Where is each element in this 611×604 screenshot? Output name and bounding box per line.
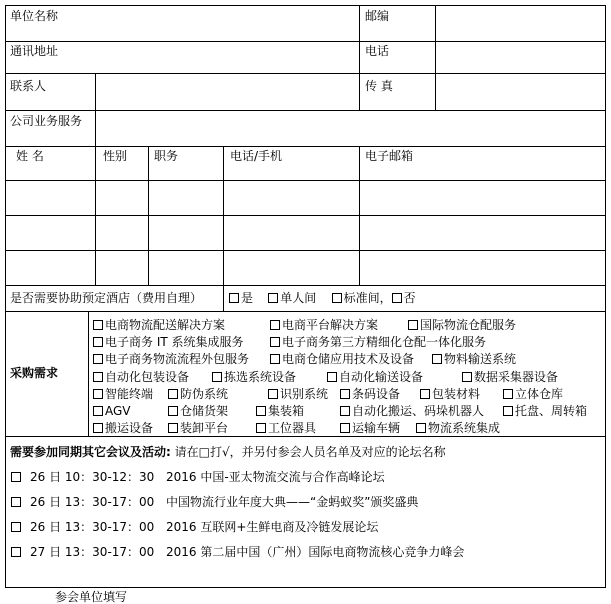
purchase-option-label: 搬运设备 (105, 421, 154, 436)
col-gender-header: 性别 (103, 149, 128, 163)
purchase-option[interactable] (168, 421, 228, 435)
purchase-option-label: 电子商务物流流程外包服务 (105, 352, 250, 367)
purchase-option[interactable] (93, 387, 153, 401)
event-name: 2016 中国-亚太物流交流与合作高峰论坛 (166, 470, 385, 484)
checkbox-hotel-single[interactable] (268, 293, 278, 303)
address-label: 通讯地址 (10, 44, 59, 58)
checkbox[interactable] (93, 354, 103, 364)
checkbox[interactable] (340, 389, 350, 399)
purchase-option[interactable] (93, 352, 249, 366)
table-rule (5, 311, 605, 312)
checkbox[interactable] (462, 372, 472, 382)
table-rule (95, 73, 96, 110)
table-rule (223, 146, 224, 285)
footer-note: 参会单位填写 (55, 590, 128, 604)
checkbox[interactable] (168, 423, 178, 433)
purchase-option[interactable] (340, 404, 484, 418)
checkbox[interactable] (270, 354, 280, 364)
event-time: 26 日 13：30-17：00 (30, 520, 155, 534)
hotel-single-label: 单人间 (280, 291, 317, 305)
unit-name-label: 单位名称 (10, 9, 59, 23)
purchase-option[interactable] (93, 370, 189, 384)
purchase-option-label: 装卸平台 (180, 421, 229, 436)
purchase-option-label: 电商平台解决方案 (282, 318, 379, 332)
checkbox-hotel-standard[interactable] (332, 293, 342, 303)
checkbox[interactable] (93, 423, 103, 433)
purchase-option-label: 电商仓储应用技术及设备 (282, 352, 415, 367)
checkbox[interactable] (11, 472, 21, 482)
purchase-option[interactable] (270, 318, 378, 332)
hotel-question: 是否需要协助预定酒店（费用自理） (10, 291, 203, 305)
fax-label: 传 真 (365, 79, 393, 93)
checkbox[interactable] (93, 320, 103, 330)
checkbox[interactable] (270, 337, 280, 347)
purchase-option-label: 防伪系统 (180, 386, 229, 401)
table-rule (605, 5, 606, 588)
purchase-option-label: 工位器具 (268, 421, 317, 436)
checkbox[interactable] (93, 372, 103, 382)
checkbox[interactable] (340, 406, 350, 416)
purchase-option[interactable] (327, 370, 423, 384)
purchase-option[interactable] (168, 387, 228, 401)
purchase-option[interactable] (462, 370, 558, 384)
table-rule (88, 311, 89, 436)
purchase-option[interactable] (270, 335, 486, 349)
checkbox[interactable] (11, 522, 21, 532)
purchase-option[interactable] (93, 404, 131, 418)
checkbox[interactable] (408, 320, 418, 330)
checkbox-hotel-no[interactable] (392, 293, 402, 303)
purchase-option[interactable] (340, 387, 400, 401)
purchase-option[interactable] (93, 335, 244, 349)
purchase-option-label: 包装材料 (432, 386, 481, 401)
table-rule (359, 5, 360, 110)
event-name: 中国物流行业年度大典——“金蚂蚁奖”颁奖盛典 (166, 495, 419, 509)
event-time: 27 日 13：30-17：00 (30, 545, 155, 559)
col-title-header: 职务 (154, 149, 179, 163)
checkbox-hotel-yes[interactable] (229, 293, 239, 303)
checkbox[interactable] (340, 423, 350, 433)
purchase-option-label: 数据采集器设备 (474, 369, 559, 384)
purchase-option[interactable] (256, 421, 316, 435)
event-time: 26 日 10：30-12：30 (30, 470, 155, 484)
purchase-option[interactable] (503, 387, 563, 401)
purchase-option[interactable] (168, 404, 228, 418)
purchase-option-label: AGV (105, 404, 131, 418)
hotel-options (229, 291, 416, 305)
purchase-option[interactable] (408, 318, 516, 332)
table-rule (223, 285, 224, 311)
table-rule (95, 110, 96, 146)
table-rule (5, 285, 605, 286)
purchase-option[interactable] (416, 421, 500, 435)
purchase-option-label: 自动化输送设备 (339, 369, 424, 384)
purchase-option-label: 智能终端 (105, 386, 154, 401)
purchase-option-label: 国际物流仓配服务 (420, 318, 517, 332)
hotel-yes-label: 是 (241, 291, 254, 305)
checkbox[interactable] (270, 320, 280, 330)
checkbox[interactable] (503, 406, 513, 416)
checkbox[interactable] (327, 372, 337, 382)
purchase-option-label: 立体仓库 (515, 386, 564, 401)
events-header (10, 445, 446, 459)
hotel-no-label: 否 (403, 291, 416, 305)
table-rule (5, 5, 605, 6)
checkbox[interactable] (268, 389, 278, 399)
table-rule (359, 146, 360, 285)
table-rule (5, 5, 6, 588)
purchase-option-label: 自动化包装设备 (105, 369, 190, 384)
purchase-option-label: 托盘、周转箱 (515, 404, 588, 418)
purchase-option-label: 电子商务第三方精细化仓配一体化服务 (282, 335, 487, 350)
checkbox[interactable] (93, 389, 103, 399)
purchase-option[interactable] (268, 387, 328, 401)
table-rule (5, 436, 605, 437)
checkbox[interactable] (432, 354, 442, 364)
table-rule (435, 5, 436, 110)
purchase-option-label: 集装箱 (268, 404, 305, 418)
event-name: 2016 互联网+生鲜电商及冷链发展论坛 (166, 520, 379, 534)
table-rule (5, 41, 605, 42)
purchase-option[interactable] (432, 352, 516, 366)
contact-label: 联系人 (10, 79, 47, 93)
table-rule (5, 587, 605, 588)
purchase-option[interactable] (212, 370, 296, 384)
purchase-option[interactable] (340, 421, 400, 435)
table-rule (95, 146, 96, 285)
purchase-option-label: 条码设备 (352, 386, 401, 401)
checkbox[interactable] (168, 389, 178, 399)
hotel-standard-label: 标准间， (343, 291, 392, 305)
checkbox[interactable] (420, 389, 430, 399)
events-heading: 需要参加同期其它会议及活动: (10, 445, 171, 459)
purchase-option-label: 电商物流配送解决方案 (105, 318, 226, 332)
purchase-option[interactable] (256, 404, 304, 418)
purchase-option-label: 拣选系统设备 (224, 369, 297, 384)
purchase-option[interactable] (93, 421, 153, 435)
event-time: 26 日 13：30-17：00 (30, 495, 155, 509)
col-email-header: 电子邮箱 (365, 149, 414, 163)
purchase-option-label: 仓储货架 (180, 404, 229, 418)
col-name-header: 姓 名 (16, 149, 44, 163)
checkbox[interactable] (168, 406, 178, 416)
event-name: 2016 第二届中国（广州）国际电商物流核心竞争力峰会 (166, 545, 465, 559)
purchase-option-label: 物流系统集成 (428, 421, 501, 436)
checkbox[interactable] (256, 423, 266, 433)
business-label: 公司业务服务 (10, 114, 83, 128)
phone-label: 电话 (365, 44, 390, 58)
checkbox[interactable] (93, 337, 103, 347)
checkbox[interactable] (503, 389, 513, 399)
purchase-option[interactable] (270, 352, 414, 366)
purchase-option-label: 电子商务 IT 系统集成服务 (105, 335, 244, 350)
checkbox[interactable] (416, 423, 426, 433)
purchase-option[interactable] (93, 318, 225, 332)
purchase-option[interactable] (420, 387, 480, 401)
purchase-option-label: 物料输送系统 (444, 352, 517, 367)
checkbox[interactable] (212, 372, 222, 382)
purchase-option[interactable] (503, 404, 587, 418)
table-rule (148, 146, 149, 285)
checkbox[interactable] (11, 547, 21, 557)
purchase-option-label: 识别系统 (280, 386, 329, 401)
postcode-label: 邮编 (365, 9, 390, 23)
checkbox[interactable] (256, 406, 266, 416)
events-instruction: 请在□打√，并另付参会人员名单及对应的论坛名称 (174, 445, 446, 459)
purchase-option-label: 运输车辆 (352, 421, 401, 436)
checkbox[interactable] (93, 406, 103, 416)
checkbox[interactable] (11, 497, 21, 507)
purchase-option-label: 自动化搬运、码垛机器人 (352, 404, 485, 418)
col-tel-header: 电话/手机 (230, 149, 283, 163)
purchase-label: 采购需求 (10, 366, 59, 380)
